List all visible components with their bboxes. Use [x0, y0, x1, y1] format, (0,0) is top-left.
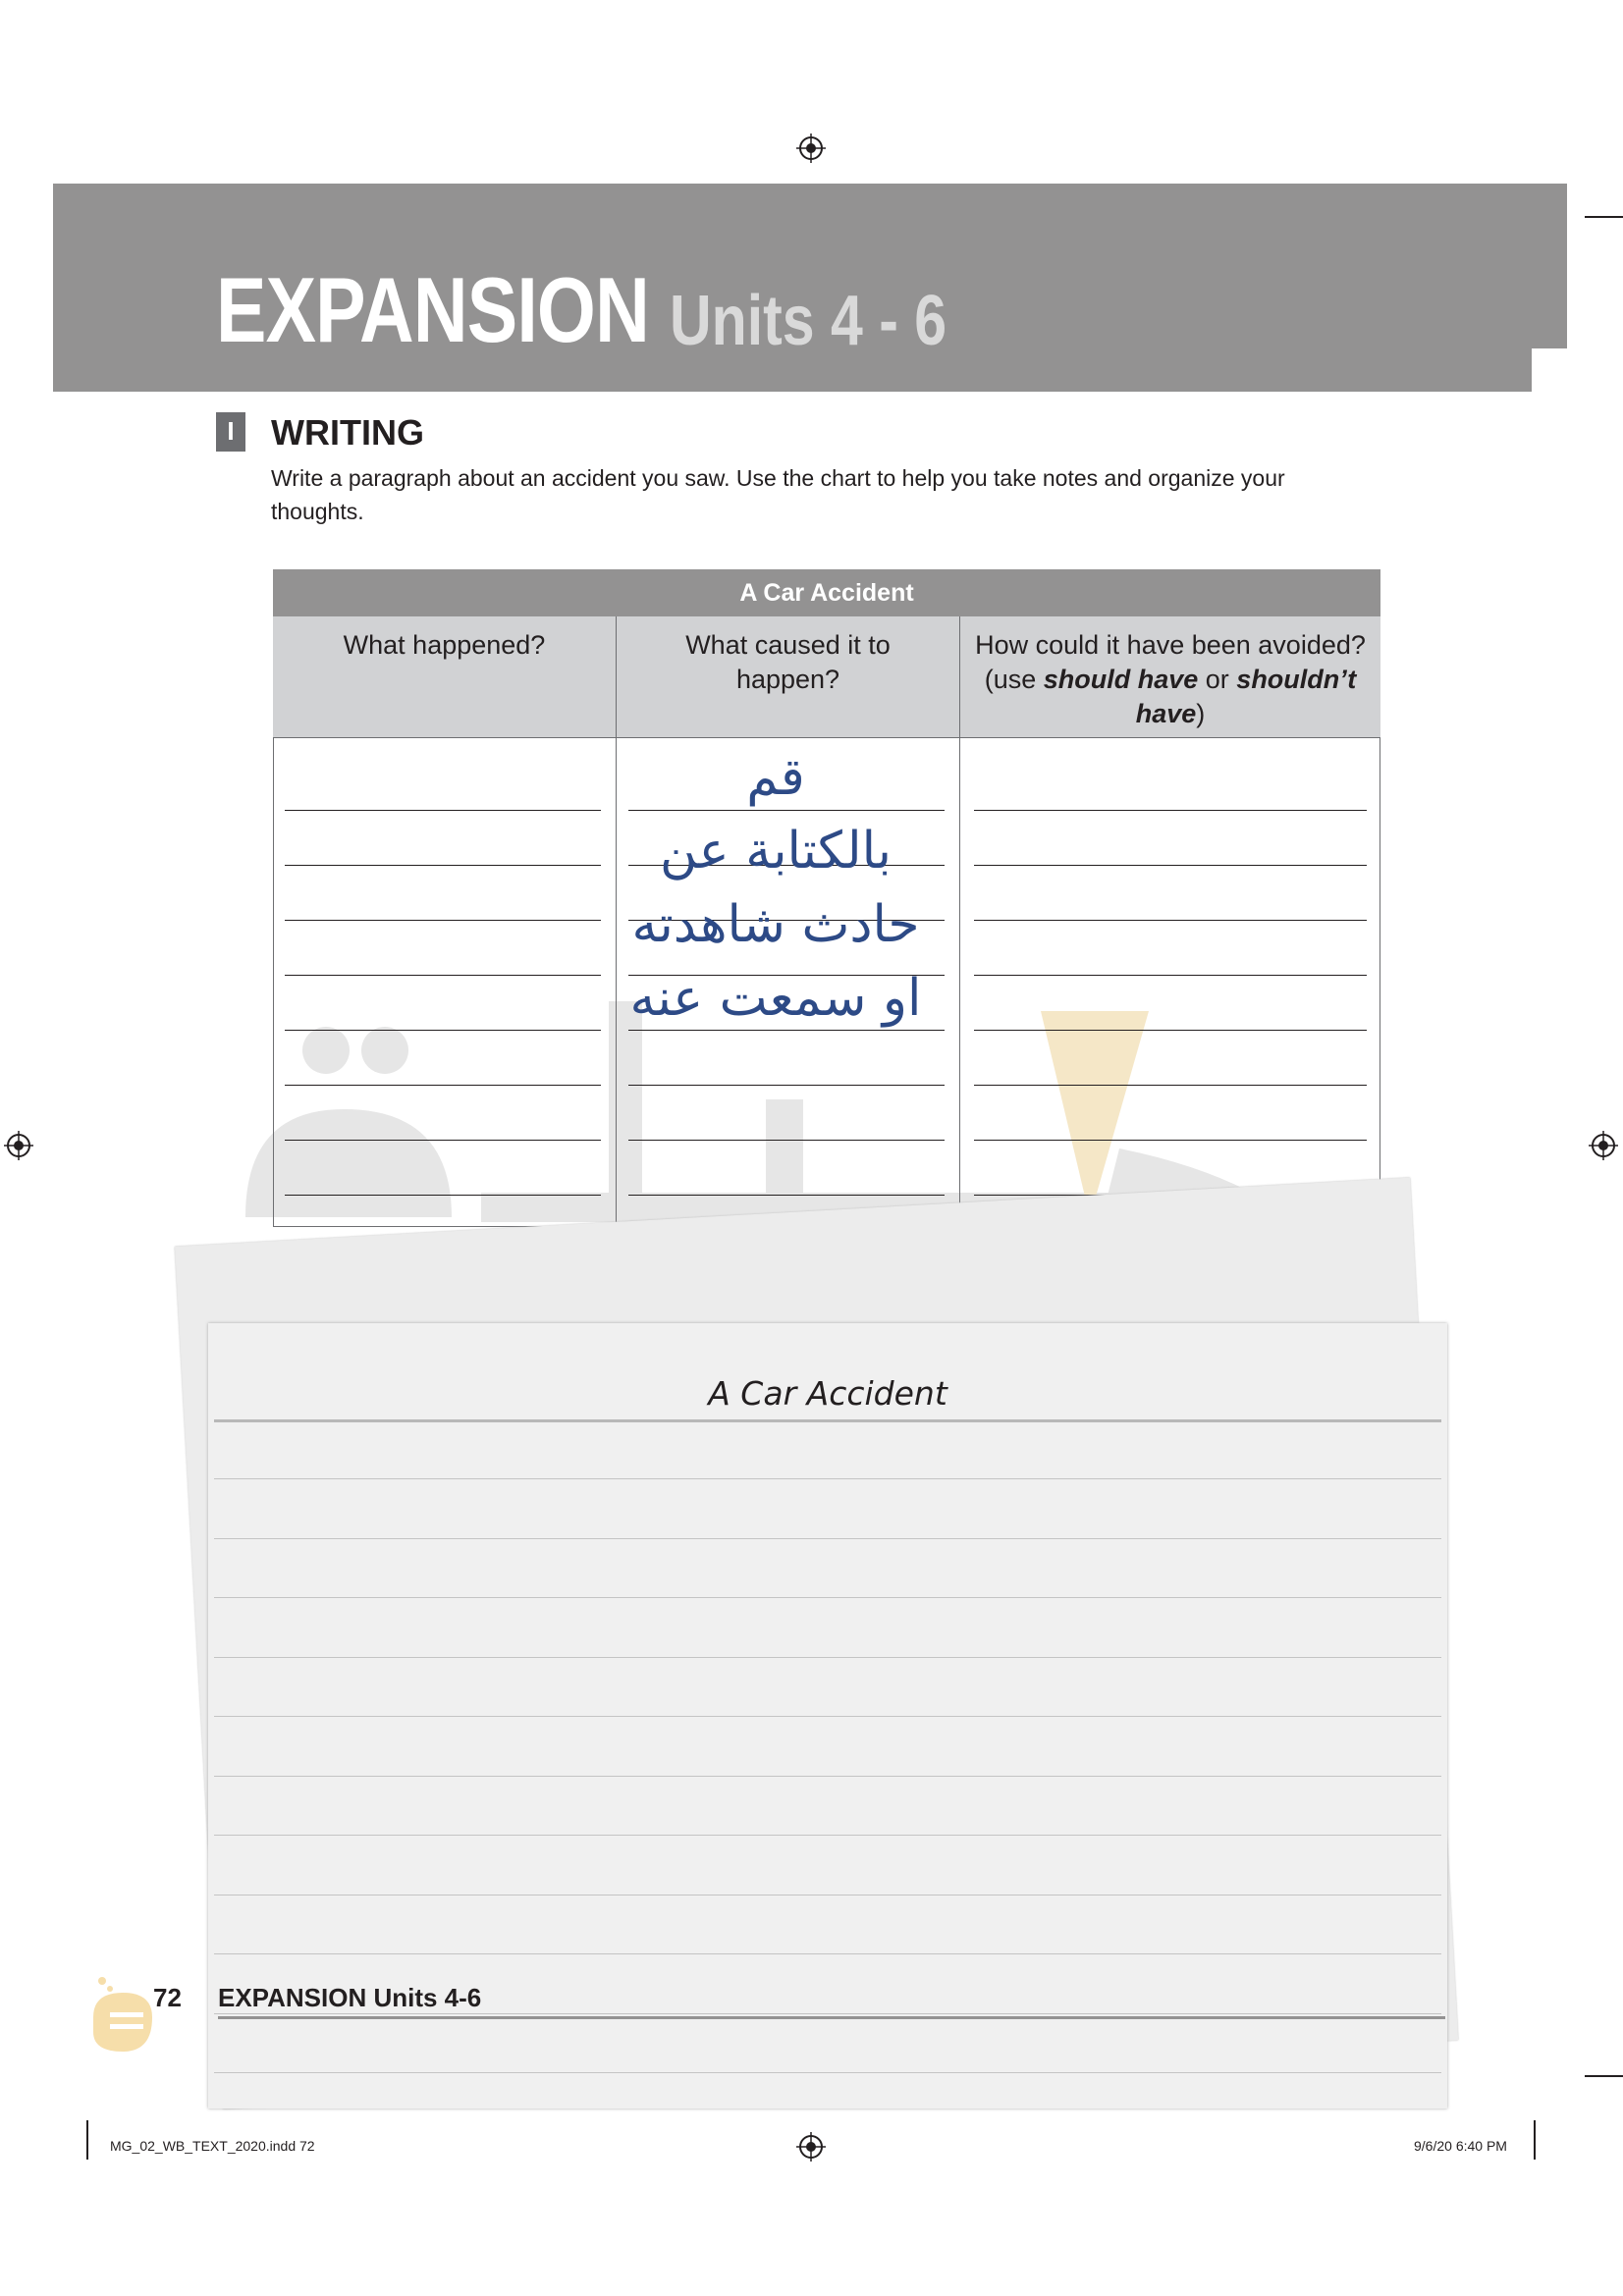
note-line[interactable]: [974, 1085, 1367, 1086]
note-line[interactable]: [285, 1140, 601, 1141]
writing-line[interactable]: [214, 1538, 1441, 1539]
page-subtitle: Units 4 - 6: [670, 282, 947, 360]
column-header-what-caused: [617, 616, 960, 738]
handwritten-line: حادث شاهدته: [631, 895, 920, 954]
column-header-label: What happened?: [343, 630, 546, 660]
chart-title: A Car Accident: [273, 569, 1380, 616]
writing-line[interactable]: [214, 1597, 1441, 1598]
writing-line[interactable]: [214, 1478, 1441, 1479]
writing-line[interactable]: [214, 2072, 1441, 2073]
column-header-label-pre: How could it have been avoided? (use: [975, 630, 1366, 694]
writing-line[interactable]: [214, 1657, 1441, 1658]
column-header-what-happened: [273, 616, 617, 738]
banner-notch: [1532, 348, 1567, 392]
handwritten-line: قم: [746, 748, 805, 807]
note-line[interactable]: [285, 920, 601, 921]
registration-mark-icon: [796, 2132, 826, 2162]
writing-line[interactable]: [214, 1776, 1441, 1777]
page-number: 72: [153, 1983, 182, 2012]
note-line[interactable]: [974, 1030, 1367, 1031]
note-line[interactable]: [628, 1195, 945, 1196]
column-header-emphasis: should have: [1043, 665, 1199, 694]
note-line[interactable]: [285, 1030, 601, 1031]
writing-line[interactable]: [214, 1895, 1441, 1896]
handwritten-line: بالكتابة عن: [660, 822, 892, 881]
footer-rule: [218, 2016, 1445, 2019]
column-header-label-mid: or: [1198, 665, 1237, 694]
registration-mark-icon: [1589, 1131, 1618, 1160]
crop-mark: [1534, 2120, 1536, 2160]
note-line[interactable]: [974, 810, 1367, 811]
paper-title: A Car Accident: [708, 1374, 947, 1413]
section-number-badge: I: [216, 412, 245, 452]
registration-mark-icon: [4, 1131, 33, 1160]
column-header-emphasis: shouldn’t have: [1135, 665, 1357, 728]
date-info: 9/6/20 6:40 PM: [1414, 2138, 1507, 2154]
note-line[interactable]: [628, 1085, 945, 1086]
note-line[interactable]: [974, 1140, 1367, 1141]
file-info: MG_02_WB_TEXT_2020.indd 72: [110, 2138, 315, 2154]
note-line[interactable]: [974, 975, 1367, 976]
section-title: WRITING: [271, 412, 424, 453]
registration-mark-icon: [796, 133, 826, 163]
note-line[interactable]: [628, 1140, 945, 1141]
crop-mark: [1585, 216, 1623, 218]
column-header-label-post: ): [1196, 699, 1206, 728]
note-line[interactable]: [285, 810, 601, 811]
note-line[interactable]: [285, 1195, 601, 1196]
footer-title: EXPANSION Units 4-6: [218, 1983, 482, 2012]
handwritten-line: او سمعت عنه: [629, 969, 922, 1028]
note-line[interactable]: [285, 865, 601, 866]
column-header-how-avoided: [960, 616, 1380, 738]
column-header-label: What caused it to happen?: [685, 630, 891, 694]
note-line[interactable]: [285, 1085, 601, 1086]
instructions-text: Write a paragraph about an accident you saw. Use the chart to help you take notes and organize your thoughts.: [271, 465, 1285, 524]
crop-mark: [1585, 2075, 1623, 2077]
handwritten-note: [609, 741, 943, 1036]
paper-title-rule: [214, 1419, 1441, 1422]
note-line[interactable]: [285, 975, 601, 976]
column-body-1: [273, 738, 617, 1225]
beadaya-logo-icon: [88, 1973, 157, 2061]
page-title: EXPANSION: [216, 258, 649, 361]
writing-line[interactable]: [214, 1716, 1441, 1717]
note-line[interactable]: [974, 920, 1367, 921]
writing-line[interactable]: [214, 1953, 1441, 1954]
writing-line[interactable]: [214, 1835, 1441, 1836]
crop-mark: [86, 2120, 88, 2160]
note-line[interactable]: [974, 865, 1367, 866]
